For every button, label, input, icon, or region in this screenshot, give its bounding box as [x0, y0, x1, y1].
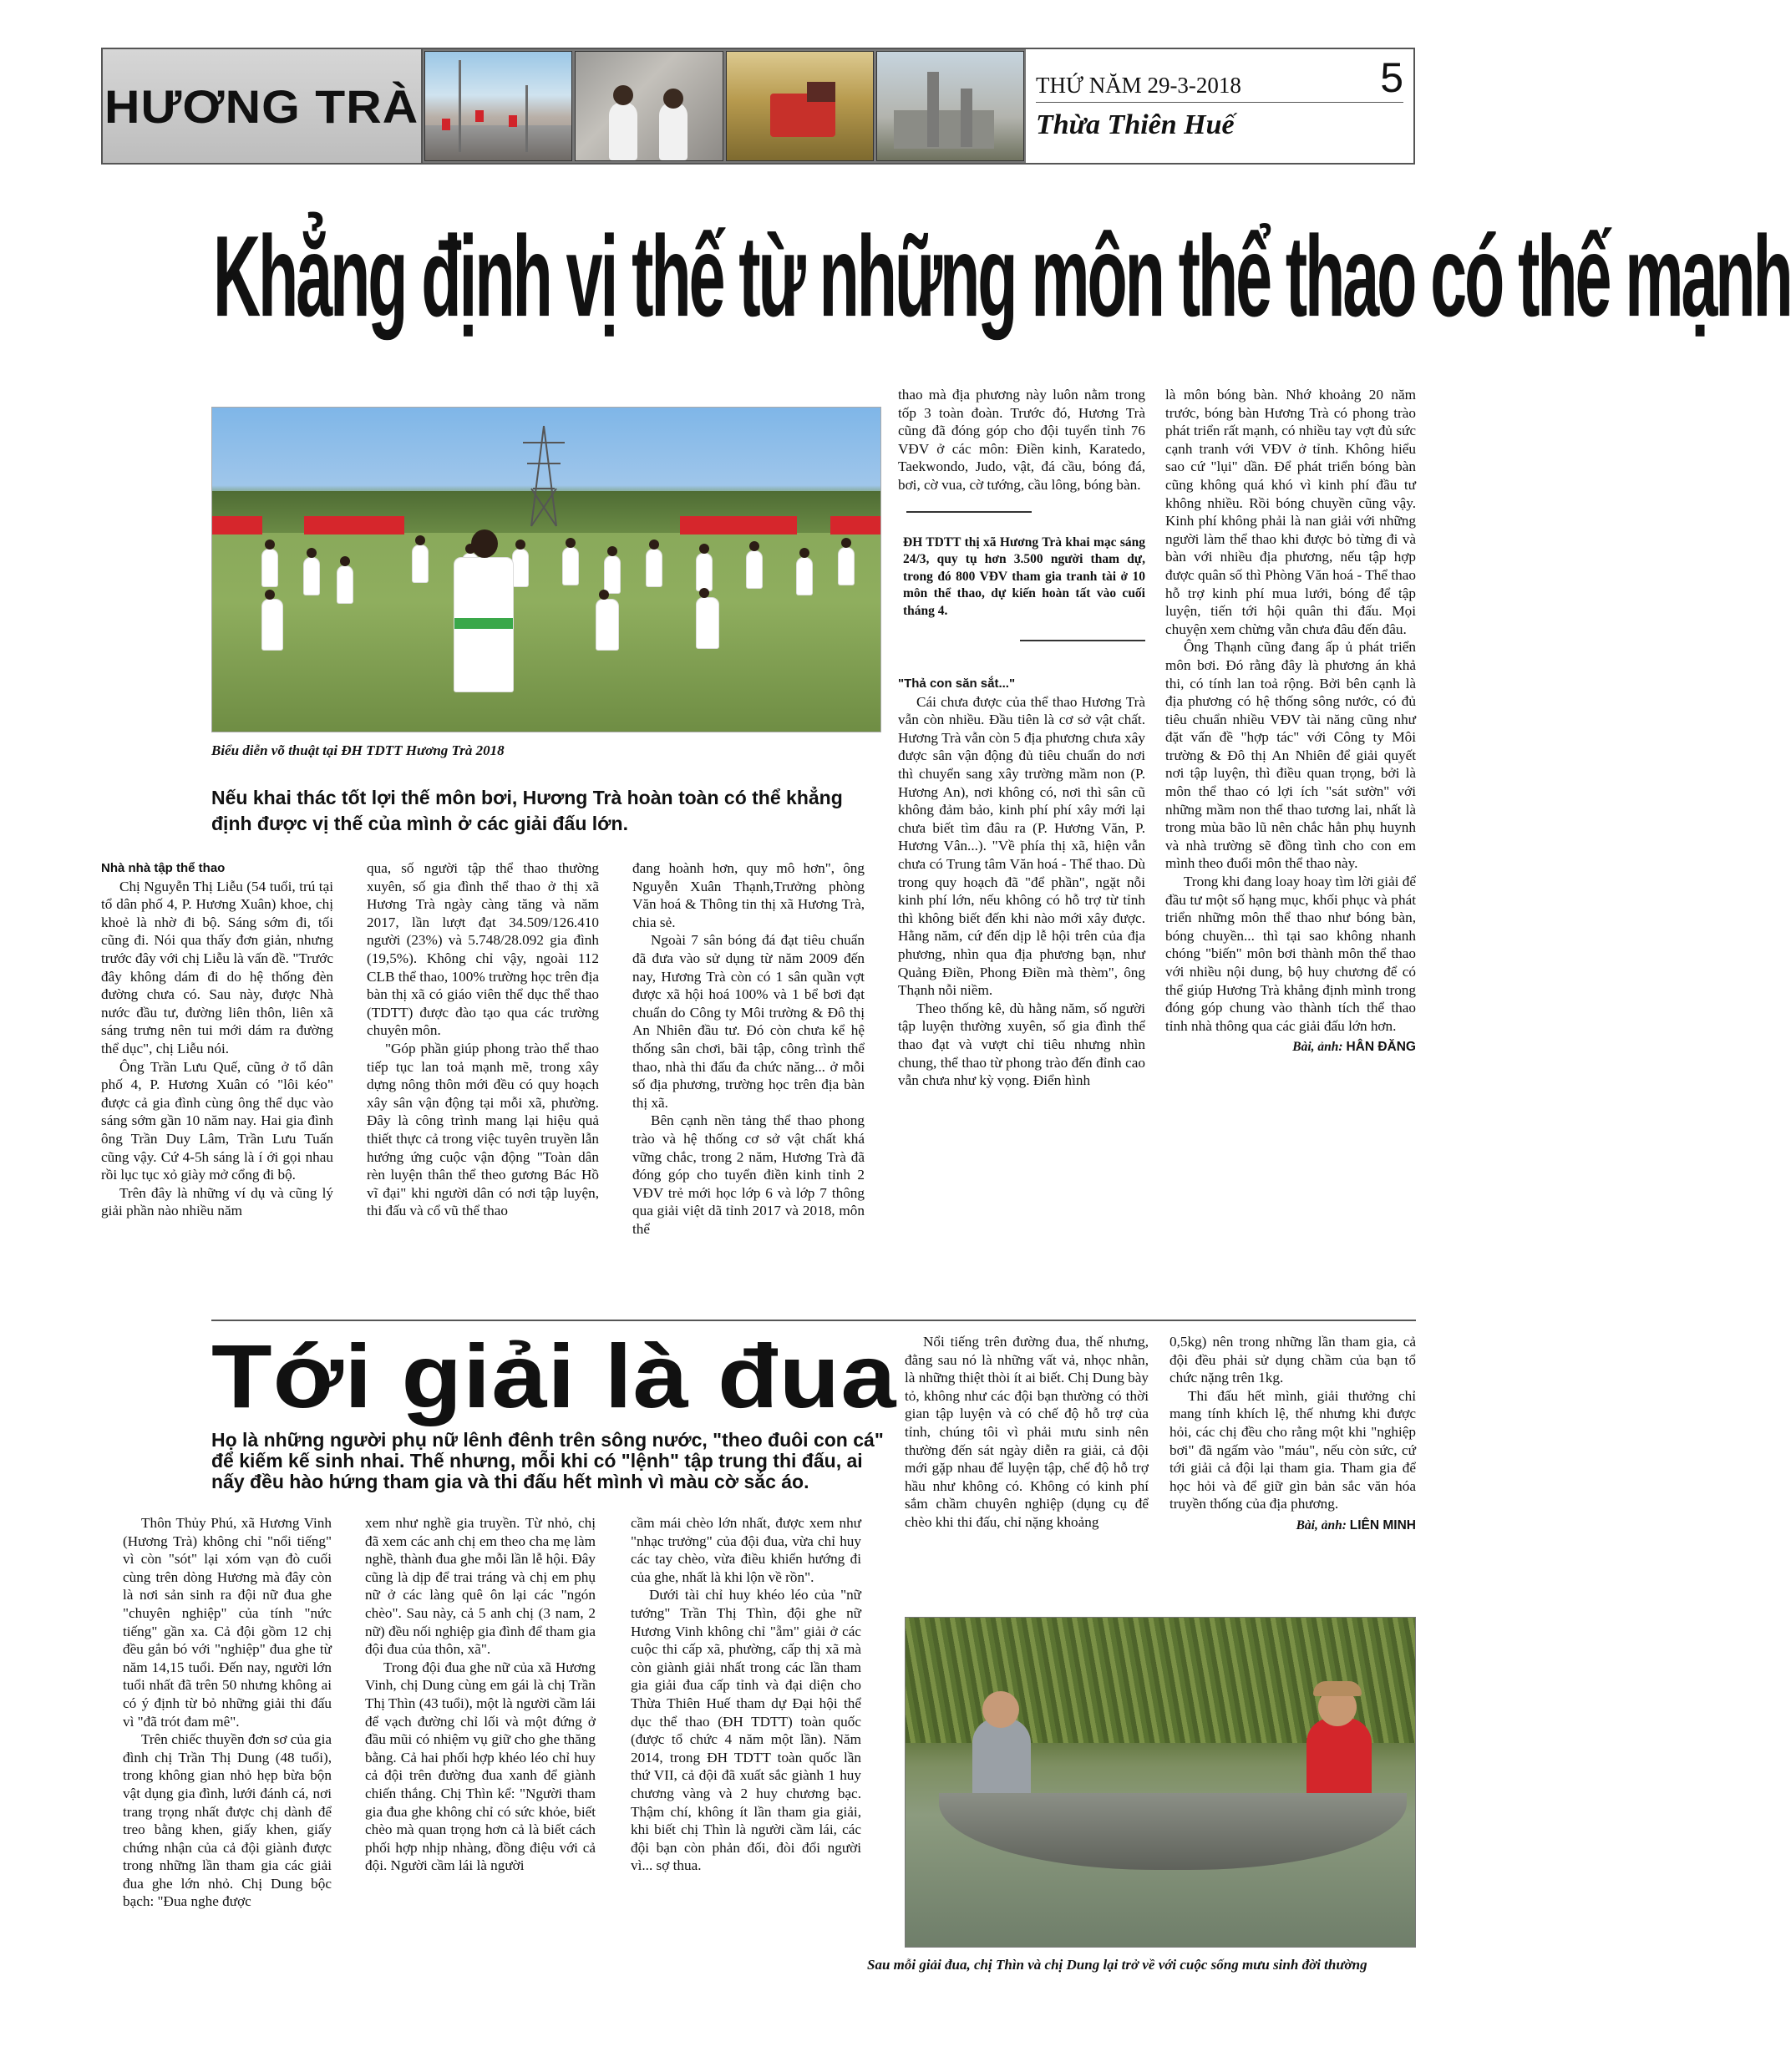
article1-column-2: [367, 859, 599, 1220]
paragraph: Trên chiếc thuyền đơn sơ của gia đình chị Trần Thị Dung (48 tuổi), trong không gian nhỏ hẹp bừa bộn vật dụng gia đình, lưới đánh cá, nơi trang trọng nhất được chị dành để treo bằng khen, giấy khen, giấy chứng nhận của cả đội giành được trong những lần tham gia các giải đua ghe lớn nhỏ. Chị Dung bộc bạch: "Đua nghe được: [123, 1731, 332, 1910]
event-info-text: ĐH TDTT thị xã Hương Trà khai mạc sáng 24/3, quy tụ hơn 3.500 người tham dự, trong đó 800 VĐV tham gia tranh tài ở 10 môn thể thao, dự kiến hoàn tất vào cuối tháng 4.: [903, 534, 1145, 618]
paragraph: là môn bóng bàn. Nhớ khoảng 20 năm trước, bóng bàn Hương Trà có phong trào phát triển rất mạnh, có nhiều tay vợt đủ sức cạnh tranh với VĐV ở tỉnh. Không hiểu sao cứ "lụi" dần. Để phát triển bóng bàn cũng không quá khó vì kinh phí đầu tư không nhiều. Rồi bóng chuyền cũng vậy. Kinh phí không phải là nan giải với những người làm thể thao khi được bỏ từng đi và bàn với nhiều địa phương, nếu tập hợp được quân số thì Phòng Văn hoá - Thể thao hỗ trợ kinh phí mua lưới, bóng để tập luyện, tiến tới hội quân thi đấu. Mọi chuyện xem chừng vẫn chưa đâu đến đâu.: [1165, 387, 1416, 637]
header-photo-cement-plant: [876, 51, 1024, 161]
paragraph: Trong đội đua ghe nữ của xã Hương Vinh, chị Dung cùng em gái là chị Trần Thị Thìn (43 tuổi), một là người cầm lái để vạch đường chỉ lối và một đứng ở đầu mũi có nhiệm vụ giữ cho ghe thăng bằng. Cả hai phối hợp khéo léo chỉ huy cả đội trên đường đua xanh để giành chiến thắng. Chị Thìn kể: "Người tham gia đua ghe không chỉ có sức khỏe, biết chèo mà quan trọng hơn cả là biết cách phối hợp nhịp nhàng, đồng điệu với cả đội. Người cầm lái là người: [365, 1659, 596, 1874]
article1-headline: Khẳng định vị thế từ những môn thể thao có thế mạnh: [213, 211, 1791, 341]
article-divider: [211, 1320, 1416, 1321]
article2-column-3: [631, 1514, 861, 1875]
paragraph: Thôn Thủy Phú, xã Hương Vinh (Hương Trà) không chỉ "nổi tiếng" vì còn "sót" lại xóm vạn đò cuối cùng trên dòng Hương mà đây còn là nơi sản sinh ra đội nữ đua ghe "chuyên nghiệp" của tính "nức tiếng" gần xa. Cả đội gồm 12 chị đều gắn bó với "nghiệp" đua ghe từ năm 14,15 tuổi. Đến nay, người lớn tuổi nhất đã trên 50 nhưng không ai có ý định từ bỏ những giải thi đấu vì "đã trót đam mê".: [123, 1515, 332, 1730]
paragraph: xem như nghề gia truyền. Từ nhỏ, chị đã xem các anh chị em theo cha mẹ làm nghề, thành đua ghe mỗi lần lễ hội. Đây cũng là dịp để trai tráng và chị em phụ nữ ở các làng quê ôn lại các "ngón chèo". Sau này, cả 5 anh chị (3 nam, 2 nữ) đều nối nghiệp gia đình để tham gia đội đua của thôn, xã".: [365, 1515, 596, 1658]
newspaper-name: Thừa Thiên Huế: [1036, 109, 1235, 140]
paragraph: Nổi tiếng trên đường đua, thế nhưng, đằng sau nó là những vất vả, nhọc nhằn, là những thiệt thòi ít ai biết. Chị Dung bày tỏ, không như các đội bạn thường có thời gian tập luyện và có chế độ hỗ trợ của tỉnh, chúng tôi vì phải mưu sinh nên thường đến sát ngày diễn ra giải, cả đội mới gặp nhau để luyện tập, chế độ hỗ trợ hầu như không có. Không có kinh phí sắm chầm chuyên nghiệp (dụng cụ để chèo khi thi đấu, chỉ nặng khoảng: [905, 1334, 1149, 1530]
article2-column-5: [1169, 1333, 1416, 1535]
article2-column-4: [905, 1333, 1149, 1532]
paragraph: Trên đây là những ví dụ và cũng lý giải phần nào nhiều năm: [101, 1184, 333, 1219]
article2-headline: Tới giải là đua: [211, 1325, 897, 1426]
event-info-box: [898, 511, 1145, 642]
article2-photo-boat: [905, 1617, 1416, 1948]
header-photo-harvest: [726, 51, 874, 161]
article1-photo-caption: Biểu diễn võ thuật tại ĐH TDTT Hương Trà 2018: [211, 742, 505, 758]
paragraph: Ông Trần Lưu Quế, cũng ở tổ dân phố 4, P. Hương Xuân có "lôi kéo" được cả gia đình cùng ông thể dục vào sáng sớm gần 10 năm nay. Hai gia đình ông Trần Duy Lâm, Trần Lưu Tuấn cũng vậy. Cứ 4-5h sáng là í ới gọi nhau rồi lục tục xỏ giày mở cổng đi bộ.: [101, 1058, 333, 1183]
page-header: [101, 48, 1415, 165]
article1-column-1: [101, 859, 333, 1220]
article1-lead: Nếu khai thác tốt lợi thế môn bơi, Hương Trà hoàn toàn có thể khẳng định được vị thế của mình ở các giải đấu lớn.: [211, 787, 843, 834]
article2-byline: [1169, 1517, 1416, 1535]
header-photo-strip: [423, 49, 1026, 163]
article2-column-2: [365, 1514, 596, 1875]
issue-date: THỨ NĂM 29-3-2018: [1036, 73, 1241, 98]
paragraph: Cái chưa được của thể thao Hương Trà vẫn còn nhiều. Đầu tiên là cơ sở vật chất. Hương Trà vẫn còn 5 địa phương chưa xây được sân vận động đủ tiêu chuẩn do nơi thì chuyển sang xây trường mầm non (P. Hương An), nơi không có, nơi thì sân cũ không đảm bảo, kinh phí phí xây mới lại chưa biết tìm đâu ra (P. Hương Văn, P. Hương Vân...). "Về phía thị xã, hiện vẫn chưa có Trung tâm Văn hoá - Thể thao. Dù trong quy hoạch đã "để phần", ngặt nỗi kinh phí lớn, nếu không có hỗ trợ từ tỉnh thì không biết đến khi nào mới xây được. Hằng năm, cứ đến dịp lễ hội trên của địa phương, nhìn qua địa phương bạn, như Quảng Điền, Phong Điền mà thèm", ông Thạnh nỗi niềm.: [898, 693, 1145, 999]
paragraph: Dưới tài chỉ huy khéo léo của "nữ tướng" Trần Thị Thìn, đội ghe nữ Hương Vinh không chỉ "ẵm" giải ở các cuộc thi cấp xã, phường, cấp thị xã mà còn giành giải nhất trong các lần tham gia giải đua cấp tỉnh và đại diện cho Thừa Thiên Huế tham dự Đại hội thể dục thể thao (ĐH TDTT) toàn quốc (được tổ chức 4 năm một lần). Năm 2014, trong ĐH TDTT toàn quốc lần thứ VII, cả đội đã xuất sắc giành 1 huy chương vàng và 2 huy chương bạc. Thậm chí, không ít lần tham gia giải, khi biết chị Thìn là người cầm lái, các đội bạn còn phản đối, đòi đổi người vì... sợ thua.: [631, 1587, 861, 1874]
article1-subhead-2: "Thả con săn sắt...": [898, 676, 1016, 692]
page-number: 5: [1380, 54, 1403, 101]
article1-subhead-1: Nhà nhà tập thể thao: [101, 861, 226, 875]
paragraph: "Góp phần giúp phong trào thể thao tiếp tục lan toả mạnh mẽ, trong xây dựng nông thôn mới đều có quy hoạch xây sân vận động tại mỗi xã, phường. Đây là công trình mang lại hiệu quả thiết thực cả trong việc tuyên truyền lẫn hướng ứng cuộc vận động "Toàn dân rèn luyện thân thể theo gương Bác Hồ vĩ đại" khi người dân có nơi tập luyện, thi đấu và cổ vũ thể thao: [367, 1040, 599, 1219]
byline-prefix: Bài, ảnh:: [1292, 1040, 1343, 1055]
paragraph: Bên cạnh nền tảng thể thao phong trào và hệ thống cơ sở vật chất khá vững chắc, trong 2 năm, Hương Trà đã đóng góp cho tuyển điền kinh tỉnh 2 VĐV trẻ mới học lớp 6 và lớp 7 thông qua giải việt dã tỉnh 2017 và 2018, môn thể: [632, 1112, 865, 1237]
paragraph: Trong khi đang loay hoay tìm lời giải để đầu tư một số hạng mục, khối phục và phát triển những môn thể thao như bóng bàn, bóng chuyền... thì tại sao không nhanh chóng "biến" môn bơi thành môn thể thao với nhiều nội dung, bộ huy chương để có thể giúp Hương Trà khẳng định mình trong đóng góp chung vào thành tích thể thao tỉnh nhà thông qua các giải đấu lớn hơn.: [1165, 874, 1416, 1034]
byline-author: LIÊN MINH: [1349, 1517, 1416, 1532]
issue-info: [1026, 49, 1413, 163]
paragraph: Ông Thạnh cũng đang ấp ủ phát triển môn bơi. Đó rằng đây là phương án khả thi, có tính lan toả rộng. Bởi bên cạnh là địa phương có hệ thống sông nước, có đủ tiêu chuẩn nhiều VĐV tài năng cũng như đặt vấn đề "hợp tác" với Công ty Môi trường & Đô thị An Nhiên để giải quyết nơi tập luyện, thì điều quan trọng, bởi là môn thể thao có lợi ích "sát sườn" với những mầm non thể thao tương lai, nhất là trong mùa bão lũ nên chắc hẳn phụ huynh và nhà trường sẽ đồng tình cho con em mình theo đuổi môn thể thao này.: [1165, 639, 1416, 872]
article1-byline: [1165, 1038, 1416, 1056]
header-photo-street: [424, 51, 572, 161]
byline-prefix: Bài, ảnh:: [1296, 1517, 1347, 1532]
paragraph: 0,5kg) nên trong những lần tham gia, cả đội đều phải sử dụng chầm của bạn tổ chức nặng trên 1kg.: [1169, 1334, 1416, 1386]
section-label-box: [103, 49, 423, 163]
article1-photo-karate: [211, 407, 881, 732]
paragraph: Ngoài 7 sân bóng đá đạt tiêu chuẩn đã đưa vào sử dụng từ năm 2009 đến nay, Hương Trà còn có 1 sân quần vợt được xã hội hoá 100% và 1 bể bơi đạt chuẩn do Công ty Môi trường & Đô thị An Nhiên đầu tư. Đó còn chưa kể hệ thống sân chơi, bãi tập, công trình thể thao, nhà thi đấu đa chức năng... ở mỗi số địa phương, trường học trên địa bàn thị xã.: [632, 932, 865, 1111]
section-title: HƯƠNG TRÀ: [104, 79, 419, 133]
article1-column-5: [1165, 386, 1416, 1056]
paragraph: đang hoành hơn, quy mô hơn", ông Nguyễn Xuân Thạnh,Trưởng phòng Văn hoá & Thông tin thị xã Hương Trà, chia sẻ.: [632, 860, 865, 930]
article1-column-4: [898, 386, 1145, 1090]
paragraph: qua, số người tập thể thao thường xuyên, số gia đình thể thao ở thị xã Hương Trà ngày càng tăng và năm 2017, lần lượt đạt 34.509/126.410 người (23%) và 5.748/28.092 gia đình (19,5%). Không chỉ vậy, ngoài 112 CLB thể thao, 100% trường học trên địa bàn thị xã có giáo viên thể dục thể thao (TDTT) được đào tạo qua các trường chuyên môn.: [367, 860, 599, 1039]
paragraph: thao mà địa phương này luôn nằm trong tốp 3 toàn đoàn. Trước đó, Hương Trà cũng đã đóng góp cho đội tuyển tỉnh 76 VĐV ở các môn: Điền kinh, Karatedo, Taekwondo, Judo, vật, đá cầu, bóng đá, bơi, cờ vua, cờ tướng, cầu lông, bóng bàn.: [898, 387, 1145, 493]
paragraph: cầm mái chèo lớn nhất, được xem như "nhạc trưởng" của đội đua, vừa chỉ huy các tay chèo, vừa điều khiển hướng đi của ghe, nhất là khi lộn về rồn".: [631, 1515, 861, 1585]
article2-photo-caption: Sau mỗi giải đua, chị Thìn và chị Dung lại trở về với cuộc sống mưu sinh đời thường: [867, 1957, 1367, 1973]
article1-column-3: [632, 859, 865, 1238]
paragraph: Theo thống kê, dù hằng năm, số người tập luyện thường xuyên, số gia đình thể thao đạt và vượt chỉ tiêu nhưng nhìn chung, thể thao từ phong trào đến đỉnh cao vẫn chưa như kỳ vọng. Điển hình: [898, 1000, 1145, 1089]
header-photo-factory: [575, 51, 723, 161]
paragraph: Thi đấu hết mình, giải thưởng chỉ mang tính khích lệ, thế nhưng khi được hỏi, các chị đều cho rằng một khi "nghiệp bơi" đã ngấm vào "máu", nếu còn sức, cứ tới giải cả đội lại tham gia. Tham gia để học hỏi và để giữ gìn bản sắc văn hóa truyền thống của địa phương.: [1169, 1387, 1416, 1512]
paragraph: Chị Nguyễn Thị Liễu (54 tuổi, trú tại tổ dân phố 4, P. Hương Xuân) khoe, chị khoẻ là nhờ đi bộ. Sáng sớm đi, tối cũng đi. Nói qua thấy đơn giản, nhưng trước đây với chị Liễu là vấn đề. "Trước đây không dám đi do hệ thống đèn đường chưa có. Sau này, được Nhà nước đầu tư, đường liên thôn, liên xã sáng trưng nên tui mới dám ra đường thể dục", chị Liễu nói.: [101, 878, 333, 1056]
byline-author: HÂN ĐĂNG: [1346, 1040, 1416, 1055]
article2-column-1: [123, 1514, 332, 1911]
article2-lead: Họ là những người phụ nữ lênh đênh trên sông nước, "theo đuôi con cá" để kiếm kế sinh nhai. Thế nhưng, mỗi khi có "lệnh" tập trung thi đấu, ai nấy đều hào hứng tham gia và thi đấu hết mình vì màu cờ sắc áo.: [211, 1429, 884, 1492]
